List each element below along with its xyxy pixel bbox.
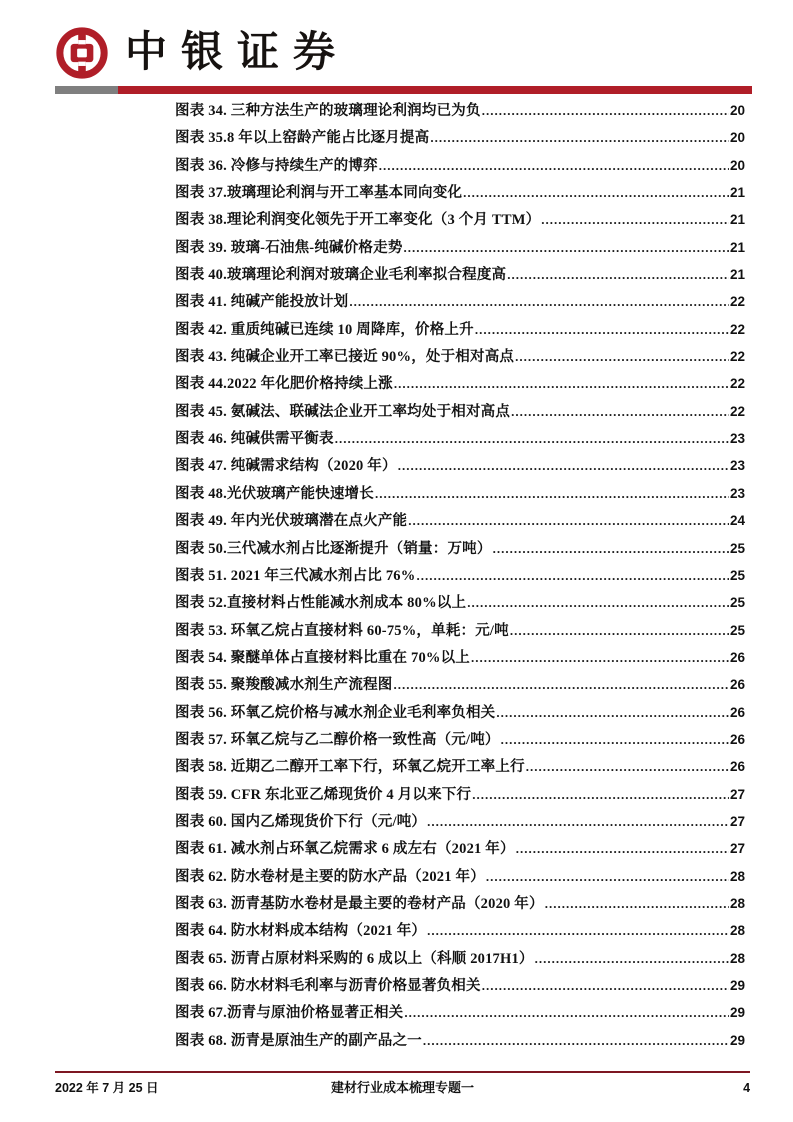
toc-entry-page: 27 [729,813,745,829]
toc-leader-dots [393,677,728,694]
brand-row [55,24,752,82]
toc-entry-page: 20 [729,103,745,118]
toc-leader-dots [463,185,729,202]
toc-entry-page: 22 [729,321,745,337]
toc-entry-page: 25 [729,540,745,556]
toc-entry-page: 27 [729,841,745,857]
header-rule-gray-segment [55,86,118,94]
toc-leader-dots [430,130,729,147]
toc-entry-text: 图表 43. 纯碱企业开工率已接近 90%，处于相对高点 [175,349,515,366]
toc-entry-page: 22 [729,376,745,392]
toc-entry[interactable] [175,427,745,454]
toc-leader-dots [471,650,729,667]
toc-entry[interactable] [175,728,745,755]
toc-entry-page: 20 [729,157,745,173]
toc-entry-text: 图表 49. 年内光伏玻璃潜在点火产能 [175,513,408,530]
toc-entry-text: 图表 51. 2021 年三代减水剂占比 76% [175,567,416,584]
toc-leader-dots [349,294,729,311]
toc-entry[interactable] [175,810,745,837]
toc-leader-dots [375,486,729,503]
toc-entry-page: 20 [729,130,745,146]
toc-entry[interactable] [175,673,745,700]
toc-leader-dots [496,705,729,722]
toc-entry[interactable] [175,701,745,728]
toc-entry-text: 图表 63. 沥青基防水卷材是最主要的卷材产品（2020 年） [175,895,544,912]
toc-entry-text: 图表 60. 国内乙烯现货价下行（元/吨） [175,813,427,830]
footer-rule [55,1071,750,1073]
toc-entry-page: 24 [729,513,745,529]
toc-entry-page: 28 [729,868,745,884]
report-header [55,24,752,94]
toc-entry-text: 图表 61. 减水剂占环氧乙烷需求 6 成左右（2021 年） [175,841,515,858]
toc-entry-text: 图表 38.理论利润变化领先于开工率变化（3 个月 TTM） [175,212,541,229]
toc-entry[interactable] [175,865,745,892]
toc-entry-text: 图表 58. 近期乙二醇开工率下行，环氧乙烷开工率上行 [175,759,525,776]
toc-entry-text: 图表 55. 聚羧酸减水剂生产流程图 [175,677,393,694]
toc-leader-dots [335,431,729,448]
toc-entry[interactable] [175,783,745,810]
toc-entry-text: 图表 62. 防水卷材是主要的防水产品（2021 年） [175,868,485,885]
toc-entry-page: 28 [729,950,745,966]
toc-entry[interactable] [175,181,745,208]
toc-entry[interactable] [175,290,745,317]
toc-entry[interactable] [175,154,745,181]
toc-entry[interactable] [175,318,745,345]
toc-entry-text: 图表 53. 环氧乙烷占直接材料 60-75%，单耗：元/吨 [175,622,509,639]
toc-entry-text: 图表 48.光伏玻璃产能快速增长 [175,485,374,502]
toc-entry-text: 图表 65. 沥青占原材料采购的 6 成以上（科顺 2017H1） [175,950,534,967]
toc-leader-dots [515,349,729,366]
toc-entry-page: 26 [729,677,745,693]
toc-leader-dots [516,841,729,858]
toc-entry-text: 图表 37.玻璃理论利润与开工率基本同向变化 [175,185,463,202]
header-rule-red-segment [118,86,752,94]
toc-entry[interactable] [175,263,745,290]
toc-entry-text: 图表 41. 纯碱产能投放计划 [175,294,349,311]
toc-entry-page: 21 [729,185,745,201]
toc-leader-dots [394,376,729,393]
toc-leader-dots [510,623,729,640]
toc-entry[interactable] [175,208,745,235]
toc-entry-text: 图表 57. 环氧乙烷与乙二醇价格一致性高（元/吨） [175,731,500,748]
toc-entry-page: 26 [729,649,745,665]
toc-entry-text: 图表 54. 聚醚单体占直接材料比重在 70%以上 [175,649,470,666]
footer-report-title: 建材行业成本梳理专题一 [331,1080,475,1095]
toc-entry-text: 图表 44.2022 年化肥价格持续上涨 [175,376,393,393]
toc-entry[interactable] [175,537,745,564]
toc-figure-list [175,99,745,1056]
toc-entry[interactable] [175,509,745,536]
toc-entry-text: 图表 50.三代减水剂占比逐渐提升（销量：万吨） [175,540,492,557]
toc-entry-text: 图表 52.直接材料占性能减水剂成本 80%以上 [175,595,467,612]
toc-entry[interactable] [175,947,745,974]
toc-entry-text: 图表 66. 防水材料毛利率与沥青价格显著负相关 [175,978,481,994]
toc-entry-text: 图表 47. 纯碱需求结构（2020 年） [175,458,397,475]
toc-leader-dots [404,240,729,257]
toc-entry-page: 29 [729,978,745,993]
footer-date: 2022 年 7 月 25 日 [55,1081,159,1095]
toc-leader-dots [398,458,729,475]
toc-leader-dots [493,541,729,558]
toc-leader-dots [379,158,729,175]
toc-entry[interactable] [175,646,745,673]
toc-leader-dots [467,595,729,612]
toc-entry-page: 26 [729,759,745,775]
toc-entry[interactable] [175,400,745,427]
toc-entry-text: 图表 68. 沥青是原油生产的副产品之一 [175,1032,422,1049]
toc-entry-page: 21 [729,212,745,228]
toc-entry[interactable] [175,454,745,481]
toc-entry-page: 26 [729,704,745,720]
toc-entry[interactable] [175,837,745,864]
toc-entry-page: 28 [729,923,745,939]
toc-entry[interactable] [175,372,745,399]
toc-entry-page: 23 [729,485,745,501]
toc-leader-dots [416,568,729,585]
toc-entry-page: 22 [729,294,745,310]
toc-entry-page: 26 [729,731,745,747]
toc-leader-dots [535,951,729,968]
toc-leader-dots [475,322,729,339]
toc-entry-page: 25 [729,567,745,583]
toc-entry-text: 图表 59. CFR 东北亚乙烯现货价 4 月以来下行 [175,786,472,803]
toc-entry[interactable] [175,236,745,263]
toc-leader-dots [423,1033,729,1050]
toc-entry-page: 27 [729,786,745,802]
toc-entry[interactable] [175,1001,745,1028]
toc-leader-dots [486,869,729,886]
toc-entry-text: 图表 34. 三种方法生产的玻璃理论利润均已为负 [175,103,481,119]
toc-leader-dots [408,513,729,530]
toc-leader-dots [472,787,729,804]
toc-entry[interactable] [175,591,745,618]
toc-leader-dots [427,814,729,831]
toc-entry-page: 23 [729,458,745,474]
toc-entry-page: 25 [729,595,745,611]
toc-entry[interactable] [175,892,745,919]
toc-entry[interactable] [175,619,745,646]
footer-page-number: 4 [743,1081,751,1095]
header-rule [55,86,752,94]
report-footer [55,1077,750,1096]
toc-entry-page: 21 [729,267,745,283]
toc-leader-dots [482,978,729,995]
toc-leader-dots [545,896,729,913]
toc-entry-text: 图表 42. 重质纯碱已连续 10 周降库，价格上升 [175,321,474,338]
toc-entry[interactable] [175,919,745,946]
toc-entry-page: 29 [729,1005,745,1021]
toc-entry-text: 图表 39. 玻璃-石油焦-纯碱价格走势 [175,239,403,256]
brand-name: 中银证券 [125,30,350,76]
toc-entry-page: 22 [729,349,745,365]
toc-entry-page: 29 [729,1032,745,1048]
toc-entry-page: 25 [729,622,745,638]
toc-entry-text: 图表 67.沥青与原油价格显著正相关 [175,1005,404,1022]
toc-entry[interactable] [175,564,745,591]
toc-entry-text: 图表 40.玻璃理论利润对玻璃企业毛利率拟合程度高 [175,267,507,284]
toc-entry-page: 23 [729,431,745,447]
toc-entry-text: 图表 56. 环氧乙烷价格与减水剂企业毛利率负相关 [175,704,496,721]
toc-entry-page: 22 [729,403,745,419]
toc-entry[interactable] [175,126,745,153]
toc-leader-dots [541,212,729,229]
toc-entry[interactable] [175,755,745,782]
toc-leader-dots [427,923,729,940]
toc-entry[interactable] [175,974,745,1001]
toc-leader-dots [526,759,729,776]
toc-entry-page: 21 [729,239,745,255]
toc-entry-text: 图表 46. 纯碱供需平衡表 [175,431,334,448]
toc-leader-dots [404,1005,729,1022]
toc-entry-text: 图表 64. 防水材料成本结构（2021 年） [175,923,427,940]
toc-leader-dots [507,267,729,284]
toc-leader-dots [482,103,729,120]
boc-logo-icon [55,26,109,80]
toc-leader-dots [511,404,729,421]
toc-leader-dots [501,732,729,749]
toc-entry[interactable] [175,482,745,509]
toc-entry[interactable] [175,99,745,126]
toc-entry-text: 图表 45. 氨碱法、联碱法企业开工率均处于相对高点 [175,403,511,420]
toc-entry[interactable] [175,1029,745,1056]
toc-entry-text: 图表 36. 冷修与持续生产的博弈 [175,157,378,174]
toc-entry-page: 28 [729,895,745,911]
toc-entry-text: 图表 35.8 年以上窑龄产能占比逐月提高 [175,130,430,147]
toc-entry[interactable] [175,345,745,372]
